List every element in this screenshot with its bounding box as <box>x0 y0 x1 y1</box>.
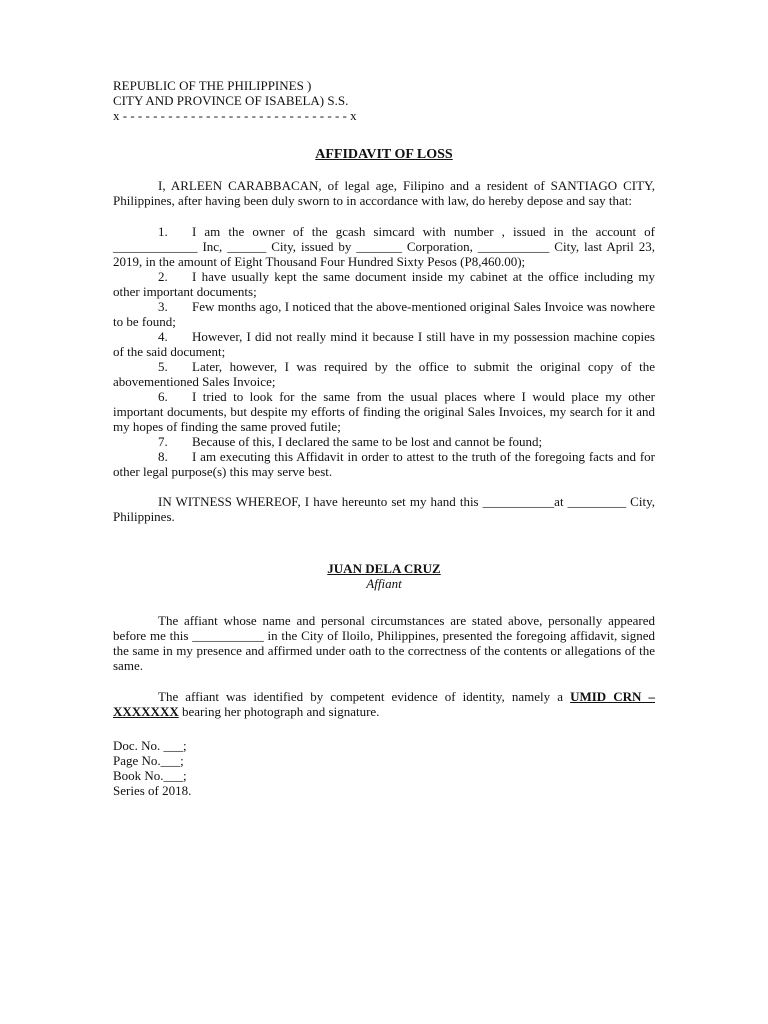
affidavit-content <box>113 78 655 798</box>
identification-text-before: The affiant was identified by competent evidence of identity, namely a <box>158 689 571 704</box>
statement-text: I tried to look for the same from the usual places where I would place my other important documents, but despite my efforts of finding the original Sales Invoices, my search for it and my hopes of finding the same proved futile; <box>113 389 655 434</box>
statement-text: I am the owner of the gcash simcard with number , issued in the account of _____________ Inc, ______ City, issued by _______ Corporation, ___________ City, last April 23, 2019, in the amount of Eight Thousand Four Hundred Sixty Pesos (P8,460.00); <box>113 224 655 269</box>
statement-text: However, I did not really mind it because I still have in my possession machine copies of the said document; <box>113 329 655 359</box>
identification-id: UMID CRN – XXXXXXX <box>113 689 655 719</box>
statement-text: I am executing this Affidavit in order to attest to the truth of the foregoing facts and for other legal purpose(s) this may serve best. <box>113 449 655 479</box>
statement-list <box>113 224 655 479</box>
statement-text: Later, however, I was required by the office to submit the original copy of the abovementioned Sales Invoice; <box>113 359 655 389</box>
statement-item <box>113 299 655 329</box>
identification-paragraph <box>113 689 655 719</box>
statement-number: 8. <box>158 449 168 464</box>
statement-item <box>113 224 655 269</box>
series-year: Series of 2018. <box>113 783 192 798</box>
statement-number: 4. <box>158 329 168 344</box>
affiant-name: JUAN DELA CRUZ <box>327 561 441 576</box>
book-number: Book No.___; <box>113 768 187 783</box>
doc-number: Doc. No. ___; <box>113 738 187 753</box>
notarial-register <box>113 738 655 798</box>
statement-text: Few months ago, I noticed that the above-mentioned original Sales Invoice was nowhere to be found; <box>113 299 655 329</box>
page-number: Page No.___; <box>113 753 184 768</box>
statement-item <box>113 389 655 434</box>
affiant-role: Affiant <box>366 576 402 591</box>
venue-line-republic: REPUBLIC OF THE PHILIPPINES ) <box>113 78 312 93</box>
statement-number: 6. <box>158 389 168 404</box>
statement-number: 1. <box>158 224 168 239</box>
statement-text: Because of this, I declared the same to be lost and cannot be found; <box>192 434 543 449</box>
statement-number: 5. <box>158 359 168 374</box>
identification-text-after: bearing her photograph and signature. <box>178 704 380 719</box>
statement-text: I have usually kept the same document inside my cabinet at the office including my other important documents; <box>113 269 655 299</box>
venue-separator: x - - - - - - - - - - - - - - - - - - - - - - - - - - - - - - x <box>113 108 357 123</box>
statement-item <box>113 449 655 479</box>
statement-item <box>113 434 655 449</box>
statement-item <box>113 269 655 299</box>
jurat-paragraph: The affiant whose name and personal circumstances are stated above, personally appeared before me this ___________ in the City of Iloilo, Philippines, presented the foregoing affidavit, signed the same in my presence and affirmed under oath to the correctness of the contents or allegations of the same. <box>113 613 655 673</box>
venue-line-city: CITY AND PROVINCE OF ISABELA) S.S. <box>113 93 349 108</box>
statement-item <box>113 329 655 359</box>
statement-number: 3. <box>158 299 168 314</box>
statement-number: 2. <box>158 269 168 284</box>
document-title: AFFIDAVIT OF LOSS <box>315 147 453 162</box>
signature-block <box>113 561 655 591</box>
intro-paragraph: I, ARLEEN CARABBACAN, of legal age, Filipino and a resident of SANTIAGO CITY, Philippines, after having been duly sworn to in accordance with law, do hereby depose and say that: <box>113 178 655 208</box>
statement-item <box>113 359 655 389</box>
witness-paragraph: IN WITNESS WHEREOF, I have hereunto set my hand this ___________at _________ City, Philippines. <box>113 494 655 524</box>
venue-block <box>113 78 655 123</box>
statement-number: 7. <box>158 434 168 449</box>
